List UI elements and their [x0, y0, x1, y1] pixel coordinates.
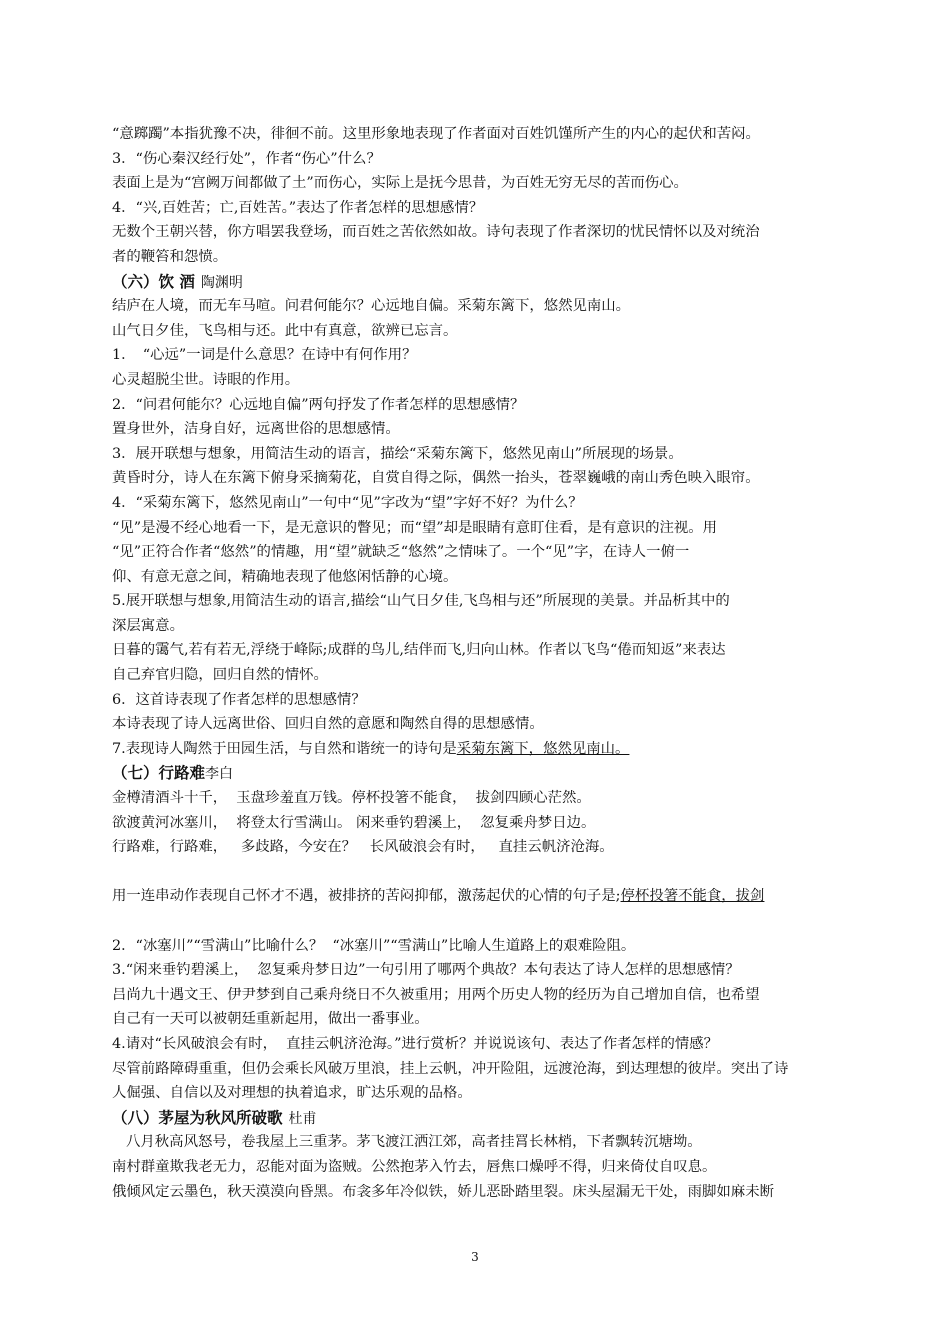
question-line: 4．“兴,百姓苦；亡,百姓苦。”表达了作者怎样的思想感情？	[112, 199, 484, 216]
question-text: 7.表现诗人陶然于田园生活，与自然和谐统一的诗句是	[112, 740, 457, 757]
question-line: 6．这首诗表现了作者怎样的思想感情？	[112, 691, 366, 708]
section-heading-6	[112, 270, 860, 295]
answer-line: “见”是漫不经心地看一下，是无意识的瞥见；而“望”却是眼睛有意盯住看，是有意识的注视。用	[112, 519, 718, 536]
question-line: 3．展开联想与想象，用简洁生动的语言，描绘“采菊东篱下，悠然见南山”所展现的场景。	[112, 445, 683, 462]
underlined-answer: 停杯投箸不能食，拔剑	[620, 888, 765, 905]
section-author: 陶渊明	[200, 274, 243, 291]
section-heading-7	[112, 761, 860, 786]
poem-line: 八月秋高风怒号，卷我屋上三重茅。茅飞渡江洒江郊，高者挂罥长林梢，下者飘转沉塘坳。	[126, 1134, 702, 1151]
poem-line: 金樽清酒斗十千， 玉盘珍羞直万钱。停杯投箸不能食， 拔剑四顾心茫然。	[112, 790, 591, 807]
question-line: 2．“冰塞川”“雪满山”比喻什么？ “冰塞川”“雪满山”比喻人生道路上的艰难险阻。	[112, 937, 636, 954]
poem-line: 结庐在人境，而无车马喧。问君何能尔？心远地自偏。采菊东篱下，悠然见南山。	[112, 298, 631, 315]
poem-line: 行路难，行路难， 多歧路，今安在？ 长风破浪会有时， 直挂云帆济沧海。	[112, 839, 614, 856]
answer-line: 吕尚九十遇文王、伊尹梦到自己乘舟绕日不久被重用；用两个历史人物的经历为自己增加自信，也希望	[112, 986, 760, 1003]
question-line	[112, 860, 860, 885]
poem-line: 南村群童欺我老无力，忍能对面为盗贼。公然抱茅入竹去，唇焦口燥呼不得，归来倚仗自叹息。	[112, 1158, 717, 1175]
underlined-answer: 采菊东篱下，悠然见南山。	[456, 740, 630, 757]
question-line: 1． “心远”一词是什么意思？在诗中有何作用？	[112, 347, 417, 364]
section-author: 李白	[205, 766, 234, 783]
question-line: 5.展开联想与想象,用简洁生动的语言,描绘“山气日夕佳,飞鸟相与还”所展现的美景。并品析其中的	[112, 593, 730, 610]
answer-line: 表面上是为“宫阙万间都做了土”而伤心，实际上是抚今思昔，为百姓无穷无尽的苦而伤心。	[112, 175, 688, 192]
poem-line: 欲渡黄河冰塞川， 将登太行雪满山。 闲来垂钓碧溪上， 忽复乘舟梦日边。	[112, 814, 596, 831]
section-heading-8	[112, 1106, 860, 1131]
answer-line: 黄昏时分，诗人在东篱下俯身采摘菊花，自赏自得之际，偶然一抬头，苍翠巍峨的南山秀色映入眼帘。	[112, 470, 760, 487]
answer-line: 仰、有意无意之间，精确地表现了他悠闲恬静的心境。	[112, 568, 458, 585]
document-page	[112, 122, 860, 1204]
section-title: （八）茅屋为秋风所破歌	[112, 1107, 283, 1127]
answer-line: 日暮的霭气,若有若无,浮绕于峰际;成群的鸟儿,结伴而飞,归向山林。作者以飞鸟“倦而知返”来表达	[112, 642, 726, 659]
answer-line: 心灵超脱尘世。诗眼的作用。	[112, 371, 300, 388]
answer-line: 置身世外，洁身自好，远离世俗的思想感情。	[112, 421, 400, 438]
question-line: 2．“问君何能尔？心远地自偏”两句抒发了作者怎样的思想感情？	[112, 396, 525, 413]
section-title: （六）饮 酒	[112, 271, 195, 291]
section-title: （七）行路难	[112, 763, 206, 783]
question-line	[112, 909, 860, 934]
poem-line: 俄倾风定云墨色，秋天漠漠向昏黑。布衾多年冷似铁，娇儿恶卧踏里裂。床头屋漏无干处，雨脚如麻未断	[112, 1183, 774, 1200]
question-line: 4.请对“长风破浪会有时， 直挂云帆济沧海。”进行赏析？并说说该句、表达了作者怎样的情感？	[112, 1035, 719, 1052]
answer-line: 自己弃官归隐，回归自然的情怀。	[112, 667, 328, 684]
question-line: 3．“伤心秦汉经行处”，作者“伤心”什么？	[112, 150, 381, 167]
text-line: “意踯躅”本指犹豫不决，徘徊不前。这里形象地表现了作者面对百姓饥馑所产生的内心的起伏和苦闷。	[112, 126, 760, 142]
question-line: 4．“采菊东篱下，悠然见南山”一句中“见”字改为“望”字好不好？为什么？	[112, 494, 583, 511]
answer-line: 无数个王朝兴替，你方唱罢我登场，而百姓之苦依然如故。诗句表现了作者深切的忧民情怀以及对统治	[112, 224, 760, 241]
answer-line: 人倔强、自信以及对理想的执着追求，旷达乐观的品格。	[112, 1085, 472, 1102]
question-line	[112, 884, 860, 909]
poem-line: 山气日夕佳，飞鸟相与还。此中有真意，欲辨已忘言。	[112, 322, 458, 339]
question-text: 用一连串动作表现自己怀才不遇，被排挤的苦闷抑郁，激荡起伏的心情的句子是;	[112, 888, 621, 905]
answer-line: 自己有一天可以被朝廷重新起用，做出一番事业。	[112, 1011, 429, 1028]
answer-line: 尽管前路障碍重重，但仍会乘长风破万里浪，挂上云帆，冲开险阻，远渡沧海，到达理想的彼岸。突出了诗	[112, 1060, 789, 1077]
question-line: 3.“闲来垂钓碧溪上， 忽复乘舟梦日边”一句引用了哪两个典故？本句表达了诗人怎样的思想感情？	[112, 962, 740, 979]
answer-line: “见”正符合作者“悠然”的情趣，用“望”就缺乏“悠然”之情味了。一个“见”字，在诗人一俯一	[112, 544, 690, 561]
page-number: 3	[471, 1250, 479, 1264]
answer-line: 本诗表现了诗人远离世俗、回归自然的意愿和陶然自得的思想感情。	[112, 716, 544, 733]
question-line	[112, 737, 860, 762]
section-author: 杜甫	[288, 1110, 317, 1127]
question-line: 深层寓意。	[112, 617, 184, 634]
answer-line: 者的鞭笞和怨愤。	[112, 248, 228, 265]
